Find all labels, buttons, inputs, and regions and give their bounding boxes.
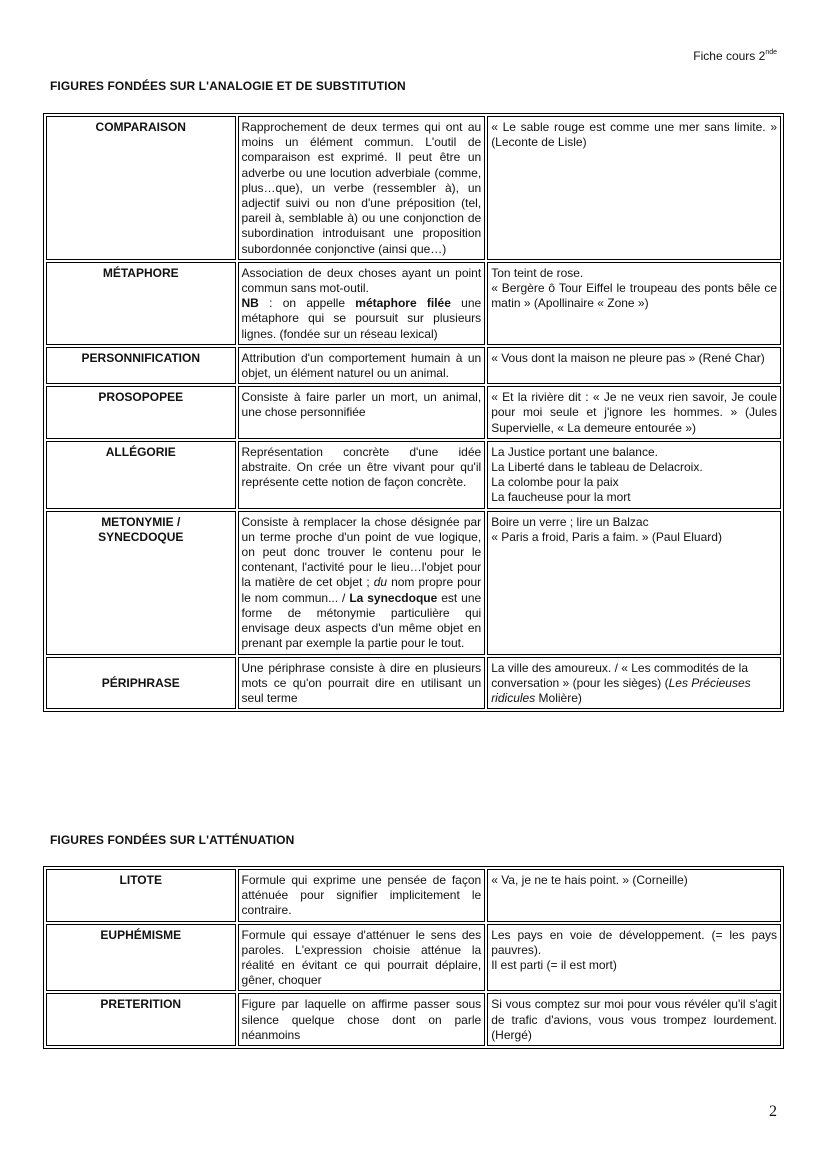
example-line: La Liberté dans le tableau de Delacroix. [491, 460, 703, 475]
course-header [693, 49, 777, 63]
table-row [46, 924, 781, 992]
figure-name: MÉTAPHORE [46, 262, 236, 345]
section-title-attenuation: FIGURES FONDÉES SUR L'ATTÉNUATION [50, 833, 295, 847]
figure-definition: Représentation concrète d'une idée abstraite. On crée un être vivant pour qu'il représente cette notion de façon concrète. [238, 441, 486, 509]
table-row [46, 657, 781, 710]
figure-name-line: METONYMIE / [101, 514, 181, 529]
figure-name-line: SYNECDOQUE [98, 529, 184, 544]
example-line: Ton teint de rose. [491, 265, 584, 280]
figure-example: « Le sable rouge est comme une mer sans limite. » (Leconte de Lisle) [487, 116, 781, 260]
table-row [46, 993, 781, 1046]
nb-text: : on appelle [258, 296, 356, 311]
figure-name [46, 511, 236, 655]
example-text: La ville des amoureux. / « Les commodités de la conversation » (pour les sièges) ( [491, 660, 748, 690]
table-row [46, 386, 781, 439]
figure-example [487, 657, 781, 710]
figure-definition [238, 511, 486, 655]
example-line: La faucheuse pour la mort [491, 490, 631, 505]
course-header-sup: nde [765, 49, 777, 56]
definition-text: est une forme de métonymie particulière qui envisage deux aspects d'un même objet en prenant par exemple la partie pour le tout. [241, 590, 482, 651]
table-row [46, 441, 781, 509]
figure-example [487, 262, 781, 345]
example-line: « Paris a froid, Paris a faim. » (Paul Eluard) [491, 529, 722, 544]
example-line: La colombe pour la paix [491, 475, 619, 490]
table-row [46, 347, 781, 384]
example-italic: Les Précieuses ridicules [491, 675, 751, 705]
figure-example: « Va, je ne te hais point. » (Corneille) [487, 869, 781, 922]
table-row [46, 116, 781, 260]
nb-label: NB [241, 296, 259, 311]
section-title-analogie: FIGURES FONDÉES SUR L'ANALOGIE ET DE SUBSTITUTION [50, 79, 406, 93]
definition-text: Association de deux choses ayant un point commun sans mot-outil. [241, 265, 482, 296]
nb-term: métaphore filée [355, 296, 451, 311]
figures-table-analogie [43, 113, 784, 712]
example-line: La Justice portant une balance. [491, 444, 658, 459]
example-text: Molière) [535, 690, 582, 705]
figure-name: PÉRIPHRASE [46, 657, 236, 710]
figure-definition: Une périphrase consiste à dire en plusieurs mots ce qu'on pourrait dire en utilisant un seul terme [238, 657, 486, 710]
figure-definition: Figure par laquelle on affirme passer sous silence quelque chose dont on parle néanmoins [238, 993, 486, 1046]
definition-bold: La synecdoque [349, 590, 438, 605]
figure-name: PROSOPOPEE [46, 386, 236, 439]
figure-definition: Formule qui essaye d'atténuer le sens des paroles. L'expression choisie atténue la réalité en évitant ce qui pourrait déplaire, gêner, choquer [238, 924, 486, 992]
figures-table-attenuation [43, 866, 784, 1049]
definition-text: nom propre pour le nom commun... / [241, 575, 482, 605]
figure-name: PERSONNIFICATION [46, 347, 236, 384]
page-number: 2 [769, 1103, 777, 1120]
figure-definition: Formule qui exprime une pensée de façon atténuée pour signifier implicitement le contraire. [238, 869, 486, 922]
figure-example: « Et la rivière dit : « Je ne veux rien savoir, Je coule pour moi seule et j'ignore les hommes. » (Jules Supervielle, « La demeure entourée ») [487, 386, 781, 439]
example-line: Il est parti (= il est mort) [491, 958, 617, 973]
definition-italic: du [373, 575, 388, 590]
nb-text: une métaphore qui se poursuit sur plusieurs lignes. (fondée sur un réseau lexical) [241, 296, 482, 341]
definition-text: Consiste à remplacer la chose désignée par un terme proche d'un point de vue logique, on peut donc trouver le contenu pour le contenant, l'activité pour le lieu…l'objet pour la matière de cet objet ; [241, 514, 482, 590]
table-row [46, 511, 781, 655]
course-header-text: Fiche cours 2 [693, 49, 766, 63]
figure-example [487, 511, 781, 655]
figure-definition: Consiste à faire parler un mort, un animal, une chose personnifiée [238, 386, 486, 439]
table-row [46, 869, 781, 922]
figure-name: PRETERITION [46, 993, 236, 1046]
figure-name: LITOTE [46, 869, 236, 922]
figure-name: EUPHÉMISME [46, 924, 236, 992]
figure-name: COMPARAISON [46, 116, 236, 260]
table-row [46, 262, 781, 345]
figure-example: Si vous comptez sur moi pour vous révéler qu'il s'agit de trafic d'avions, vous vous trompez lourdement. (Hergé) [487, 993, 781, 1046]
example-line: Boire un verre ; lire un Balzac [491, 514, 649, 529]
figure-definition: Attribution d'un comportement humain à un objet, un élément naturel ou un animal. [238, 347, 486, 384]
example-line: « Bergère ô Tour Eiffel le troupeau des ponts bêle ce matin » (Apollinaire « Zone ») [491, 281, 777, 311]
example-line: Les pays en voie de développement. (= les pays pauvres). [491, 927, 777, 957]
figure-definition [238, 262, 486, 345]
figure-example: « Vous dont la maison ne pleure pas » (René Char) [487, 347, 781, 384]
figure-example [487, 924, 781, 992]
figure-definition: Rapprochement de deux termes qui ont au moins un élément commun. L'outil de comparaison est exprimé. Il peut être un adverbe ou une locution adverbiale (comme, plus…que), un verbe (ressembler à), un adjectif suivi ou non d'une préposition (tel, pareil à, semblable à) ou une conjonction de subordination introduisant une proposition subordonnée conjonctive (ainsi que…) [238, 116, 486, 260]
figure-name: ALLÉGORIE [46, 441, 236, 509]
figure-example [487, 441, 781, 509]
